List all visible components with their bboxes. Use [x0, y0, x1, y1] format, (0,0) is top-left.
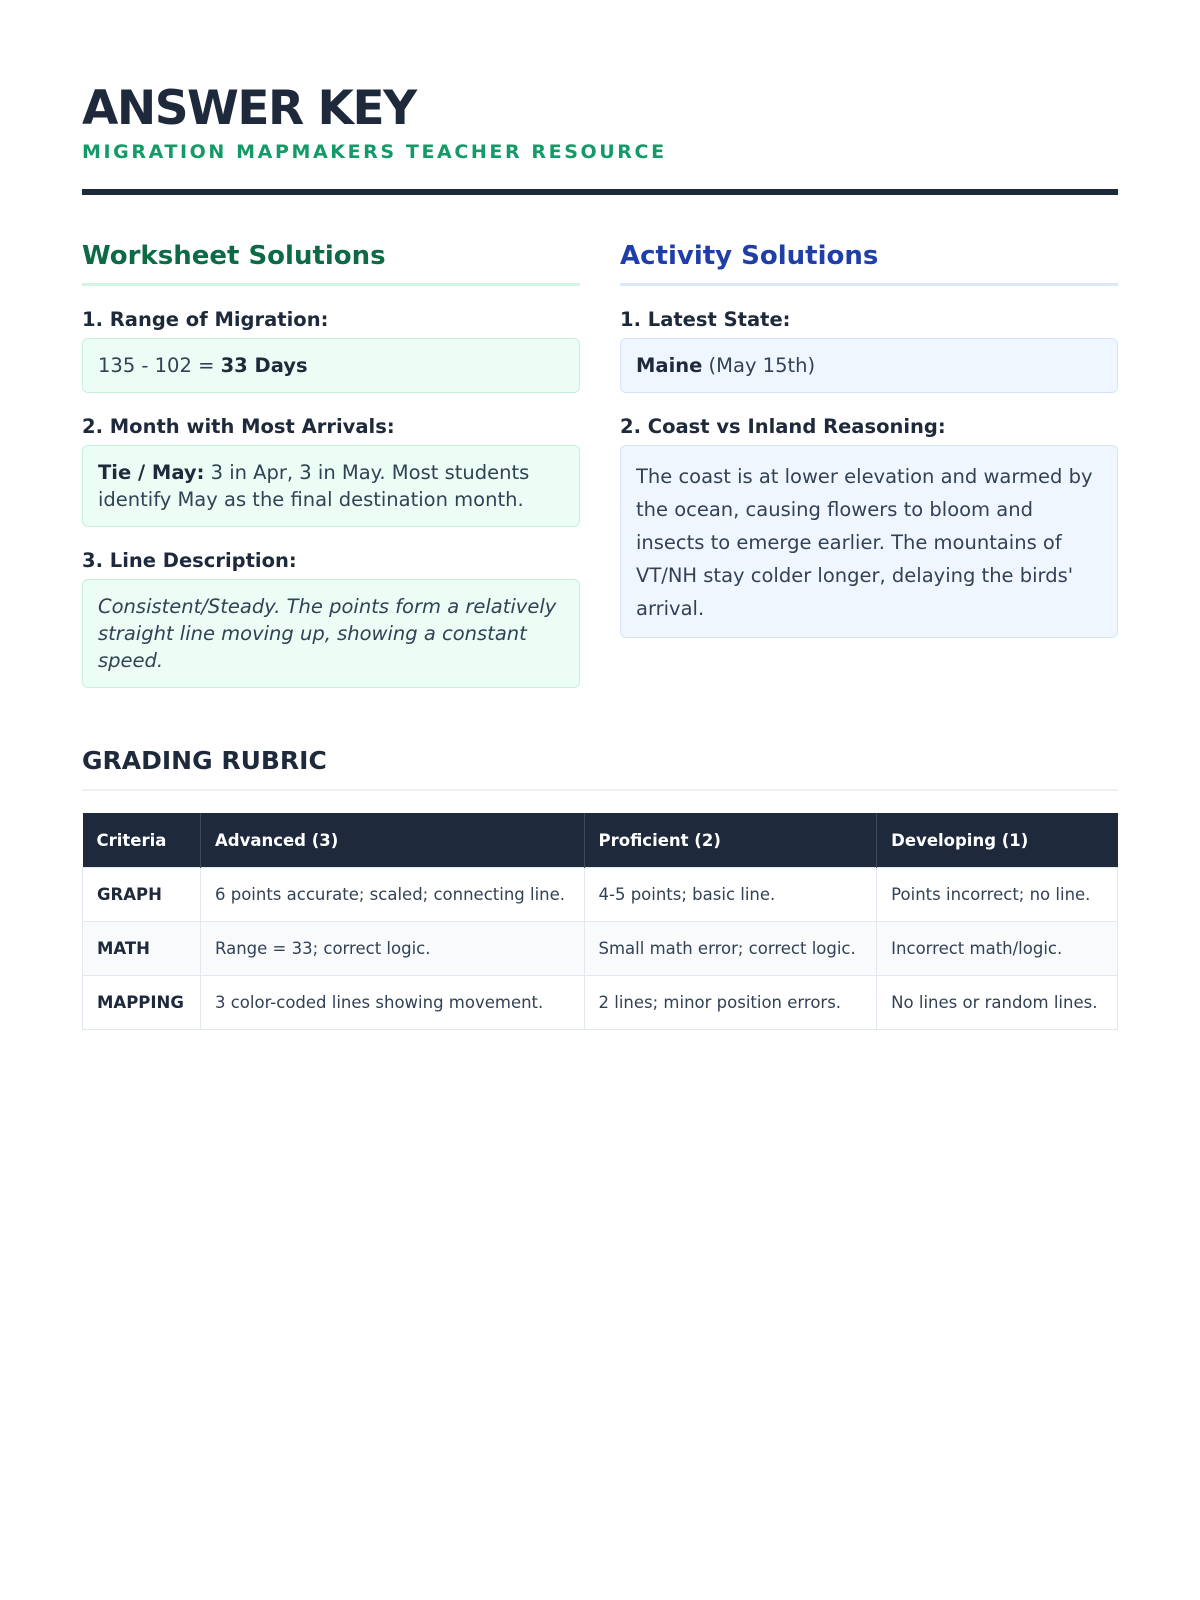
- column-header: Proficient (2): [584, 813, 877, 867]
- activity-solutions: [620, 241, 1118, 688]
- table-cell: Incorrect math/logic.: [877, 921, 1118, 975]
- page-title: ANSWER KEY: [82, 81, 416, 136]
- question-label: 1. Latest State:: [620, 308, 791, 332]
- answer-text: The coast is at lower elevation and warmed by the ocean, causing flowers to bloom and insects to emerge earlier. The mountains of VT/NH stay colder longer, delaying the birds' arrival.: [636, 465, 1093, 621]
- activity-question-2: [620, 415, 1118, 638]
- answer-value: 33 Days: [220, 354, 308, 378]
- question-label: 3. Line Description:: [82, 549, 297, 573]
- table-cell: 4-5 points; basic line.: [584, 867, 877, 921]
- answer-text: Consistent/Steady. The points form a relatively straight line moving up, showing a constant speed.: [98, 595, 557, 673]
- column-header: Criteria: [83, 813, 201, 867]
- worksheet-heading: Worksheet Solutions: [82, 241, 580, 286]
- table-cell: Range = 33; correct logic.: [200, 921, 584, 975]
- criteria-cell: MAPPING: [83, 975, 201, 1029]
- rubric-header-row: [83, 813, 1118, 867]
- header: [82, 0, 1118, 195]
- table-cell: Small math error; correct logic.: [584, 921, 877, 975]
- page-subtitle: MIGRATION MAPMAKERS TEACHER RESOURCE: [82, 141, 667, 164]
- header-divider: [82, 189, 1118, 195]
- answer-value: Maine: [636, 354, 703, 378]
- criteria-cell: GRAPH: [83, 867, 201, 921]
- worksheet-question-3: [82, 549, 580, 688]
- answer-box: [620, 445, 1118, 638]
- activity-question-1: [620, 308, 1118, 393]
- solutions-columns: [82, 241, 1118, 688]
- activity-heading: Activity Solutions: [620, 241, 1118, 286]
- worksheet-question-2: [82, 415, 580, 527]
- question-label: 1. Range of Migration:: [82, 308, 329, 332]
- answer-text: 3 in Apr, 3 in May. Most students identify May as the final destination month.: [98, 461, 530, 512]
- rubric-heading: GRADING RUBRIC: [82, 746, 1118, 791]
- column-header: Advanced (3): [200, 813, 584, 867]
- answer-box: [82, 445, 580, 527]
- worksheet-question-1: [82, 308, 580, 393]
- criteria-cell: MATH: [83, 921, 201, 975]
- table-cell: 6 points accurate; scaled; connecting line.: [200, 867, 584, 921]
- answer-box: [620, 338, 1118, 393]
- table-row: [83, 975, 1118, 1029]
- table-row: [83, 921, 1118, 975]
- question-label: 2. Month with Most Arrivals:: [82, 415, 395, 439]
- question-label: 2. Coast vs Inland Reasoning:: [620, 415, 946, 439]
- answer-value: Tie / May:: [98, 461, 205, 485]
- table-cell: No lines or random lines.: [877, 975, 1118, 1029]
- table-cell: Points incorrect; no line.: [877, 867, 1118, 921]
- answer-box: [82, 579, 580, 688]
- answer-prefix: 135 - 102 =: [98, 354, 221, 378]
- answer-box: [82, 338, 580, 393]
- answer-text: (May 15th): [702, 354, 816, 378]
- worksheet-solutions: [82, 241, 580, 688]
- table-cell: 2 lines; minor position errors.: [584, 975, 877, 1029]
- column-header: Developing (1): [877, 813, 1118, 867]
- table-cell: 3 color-coded lines showing movement.: [200, 975, 584, 1029]
- table-row: [83, 867, 1118, 921]
- rubric-table: [82, 813, 1118, 1030]
